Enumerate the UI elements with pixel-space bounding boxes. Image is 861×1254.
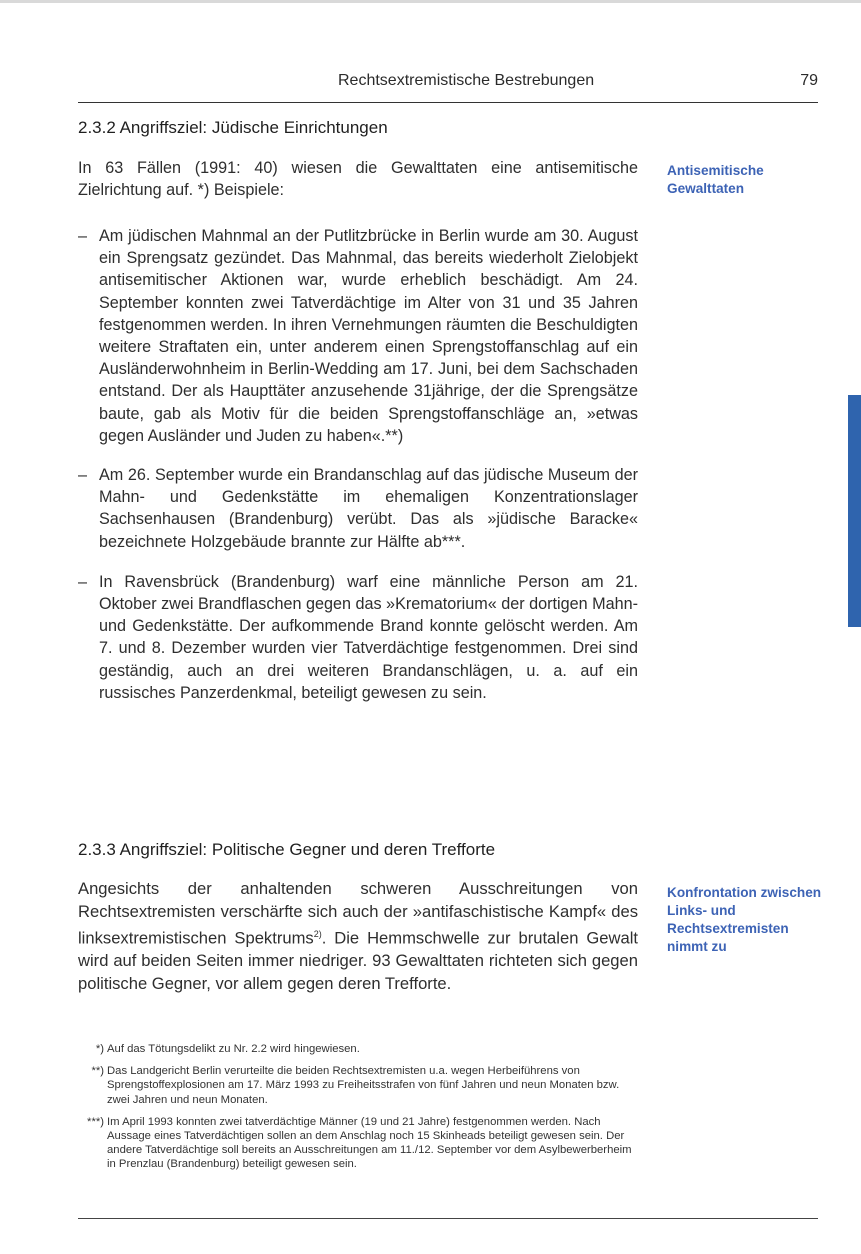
footnote-mark: **) (91, 1065, 104, 1078)
list-item (78, 571, 638, 704)
footnote-text: Auf das Tötungsdelikt zu Nr. 2.2 wird hingewiesen. (107, 1043, 360, 1055)
footnote-mark: ***) (87, 1115, 104, 1128)
chapter-thumb-tab (848, 395, 861, 627)
footnote (78, 1115, 638, 1172)
list-item-text: In Ravensbrück (Brandenburg) warf eine männliche Person am 21. Oktober zwei Brandflaschen gegen das »Krematorium« der dortigen Mahn- und Gedenkstätte. Der aufkommende Brand konnte gelöscht werden. Am 7. und 8. Dezember wurden vier Tatverdächtige festgenommen. Drei sind geständig, auch an drei weiteren Brandanschlägen, u. a. auf ein russisches Panzerdenkmal, beteiligt gewesen zu sein. (99, 572, 638, 702)
footnote-reference: 2) (313, 929, 322, 940)
top-edge (0, 0, 861, 3)
example-list (78, 225, 638, 704)
list-item-text: Am jüdischen Mahnmal an der Putlitzbrücke in Berlin wurde am 30. August ein Sprengsatz gezündet. Das Mahnmal, das bereits wiederholt Zielobjekt antisemitischer Aktionen war, wurde erheblich beschädigt. Am 24. September konnten zwei Tatverdächtige im Alter von 31 und 35 Jahren festgenommen werden. In ihren Vernehmungen räumten die Beschuldigten weitere Straftaten ein, unter anderem einen Sprengstoffanschlag auf ein Ausländerwohnheim in Berlin-Wedding am 17. Juni, bei dem Sachschaden entstand. Der als Haupttäter anzusehende 31jährige, der die Sprengsätze baute, gab als Motiv für die beiden Sprengstoffanschläge an, »etwas gegen Ausländer und Juden zu haben«.**) (99, 227, 638, 445)
dash-bullet: – (78, 572, 88, 591)
footnote-mark: *) (95, 1043, 104, 1055)
dash-bullet: – (78, 227, 88, 245)
section-heading-2-3-3: 2.3.3 Angriffsziel: Politische Gegner und deren Trefforte (78, 840, 496, 859)
margin-note-confrontation: Konfrontation zwischen Links- und Rechtsextremisten nimmt zu (667, 885, 822, 954)
dash-bullet: – (78, 466, 88, 485)
section-paragraph (78, 878, 638, 996)
footnotes (78, 1042, 638, 1180)
paragraph-text-start: Angesichts der anhaltenden schweren Ausschreitungen von Rechtsextremisten verschärfte sich auch der »antifaschistische Kampf« des linksextremistischen Spektrums (78, 879, 638, 948)
footnote-text: Das Landgericht Berlin verurteilte die beiden Rechtsextremisten u.a. wegen Herbeiführens von Sprengstoffexplosionen am 17. März 1993 zu Freiheitsstrafen von fünf Jahren und neun Monaten bzw. zwei Jahren und neun Monaten. (107, 1065, 620, 1106)
section-intro: In 63 Fällen (1991: 40) wiesen die Gewalttaten eine antisemitische Zielrichtung auf. *) Beispiele: (78, 159, 638, 200)
footnote (78, 1064, 638, 1107)
margin-note-antisemitic: Antisemitische Gewalttaten (667, 163, 764, 196)
page-number: 79 (800, 72, 818, 89)
list-item (78, 225, 638, 447)
footer-rule (78, 1218, 818, 1219)
list-item-text: Am 26. September wurde ein Brandanschlag auf das jüdische Museum der Mahn- und Gedenkstätte im ehemaligen Konzentrationslager Sachsenhausen (Brandenburg) verübt. Das als »jüdische Baracke« bezeichnete Holzgebäude brannte zur Hälfte ab***. (99, 466, 638, 551)
paragraph-text-end: . Die Hemmschwelle zur brutalen Gewalt wird auf beiden Seiten immer niedriger. 93 Gewalttaten richteten sich gegen politische Gegner, vor allem gegen deren Trefforte. (78, 928, 638, 993)
running-title: Rechtsextremistische Bestrebungen (338, 72, 595, 89)
section-heading-2-3-2: 2.3.2 Angriffsziel: Jüdische Einrichtungen (78, 118, 388, 137)
running-header (78, 68, 818, 103)
footnote-text: Im April 1993 konnten zwei tatverdächtige Männer (19 und 21 Jahre) festgenommen werden. Nach Aussage eines Tatverdächtigen sollen an dem Anschlag noch 15 Skinheads beteiligt gewesen sein. Der andere Tatverdächtige soll bereits an Ausschreitungen am 11./12. September vor dem Asylbewerberheim in Prenzlau (Brandenburg) beteiligt gewesen sein. (107, 1115, 632, 1171)
footnote (78, 1042, 638, 1056)
list-item (78, 464, 638, 553)
